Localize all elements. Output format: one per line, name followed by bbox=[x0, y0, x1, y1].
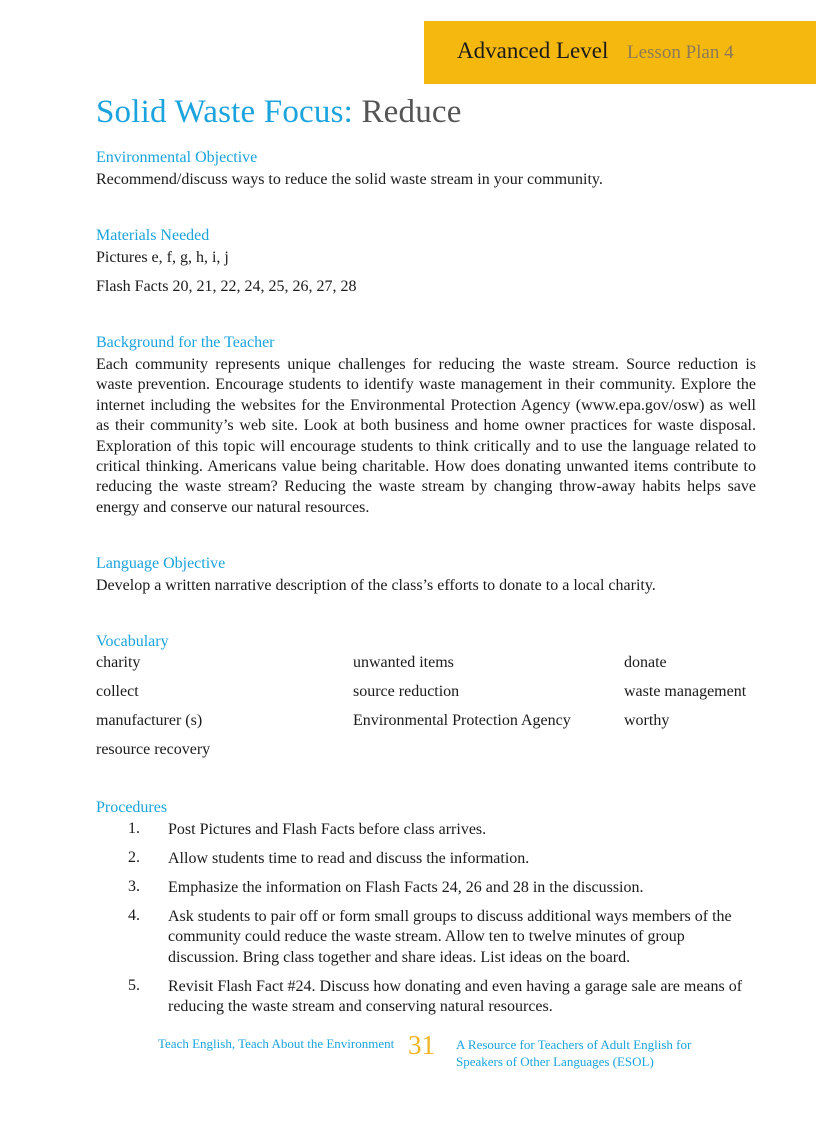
procedure-number: 2. bbox=[128, 849, 140, 866]
procedure-text: Revisit Flash Fact #24. Discuss how donating and even having a garage sale are means of reducing the waste stream and conserving natural resources. bbox=[168, 978, 743, 1016]
materials-line-flash-facts: Flash Facts 20, 21, 22, 24, 25, 26, 27, 28 bbox=[96, 278, 357, 295]
procedure-number: 3. bbox=[128, 878, 140, 895]
vocab-word: manufacturer (s) bbox=[96, 712, 203, 729]
language-objective-heading: Language Objective bbox=[96, 555, 226, 572]
vocabulary-heading: Vocabulary bbox=[96, 633, 169, 650]
page-number: 31 bbox=[408, 1030, 435, 1060]
procedure-number: 1. bbox=[128, 820, 140, 837]
procedure-text: Allow students time to read and discuss the information. bbox=[168, 850, 530, 867]
page-title bbox=[96, 94, 462, 131]
procedure-text: Post Pictures and Flash Facts before class arrives. bbox=[168, 821, 487, 838]
vocab-word: source reduction bbox=[353, 683, 460, 700]
vocab-word: unwanted items bbox=[353, 654, 454, 671]
vocab-word: worthy bbox=[624, 712, 670, 729]
background-text: Each community represents unique challenges for reducing the waste stream. Source reduction is waste prevention. Encourage students to identify waste management in their community. Explore the internet including the websites for the Environmental Protection Agency (www.epa.gov/osw) as well as their community’s web site. Look at both business and home owner practices for waste disposal. Exploration of this topic will encourage students to think critically and to use the language related to critical thinking. Americans value being charitable. How does donating unwanted items contribute to reducing the waste stream? Reducing the waste stream by changing throw-away habits helps save energy and conserve our natural resources. bbox=[96, 356, 756, 516]
environmental-objective-heading: Environmental Objective bbox=[96, 149, 258, 166]
vocab-word: Environmental Protection Agency bbox=[353, 712, 571, 729]
header-level: Advanced Level bbox=[457, 38, 609, 63]
footer-resource-title: A Resource for Teachers of Adult English for Speakers of Other Languages (ESOL) bbox=[456, 1037, 692, 1069]
procedure-number: 4. bbox=[128, 907, 140, 924]
title-sub: Reduce bbox=[361, 94, 462, 130]
footer-series-title: Teach English, Teach About the Environment bbox=[158, 1036, 395, 1051]
vocab-word: charity bbox=[96, 654, 141, 671]
procedure-text: Emphasize the information on Flash Facts 24, 26 and 28 in the discussion. bbox=[168, 879, 644, 896]
language-objective-text: Develop a written narrative description of the class’s efforts to donate to a local charity. bbox=[96, 577, 656, 594]
procedure-number: 5. bbox=[128, 977, 140, 994]
vocab-word: collect bbox=[96, 683, 139, 700]
title-main: Solid Waste Focus: bbox=[96, 94, 354, 130]
materials-line-pictures: Pictures e, f, g, h, i, j bbox=[96, 249, 229, 266]
header-lesson-plan: Lesson Plan 4 bbox=[627, 42, 734, 63]
procedure-text: Ask students to pair off or form small groups to discuss additional ways members of the community could reduce the waste stream. Allow ten to twelve minutes of group discussion. Bring class together and share ideas. List ideas on the board. bbox=[168, 908, 732, 966]
procedures-heading: Procedures bbox=[96, 799, 168, 816]
environmental-objective-text: Recommend/discuss ways to reduce the solid waste stream in your community. bbox=[96, 171, 603, 188]
background-heading: Background for the Teacher bbox=[96, 334, 275, 351]
vocab-word: donate bbox=[624, 654, 667, 671]
vocab-word: waste management bbox=[624, 683, 747, 700]
vocab-word: resource recovery bbox=[96, 741, 211, 758]
materials-heading: Materials Needed bbox=[96, 227, 210, 244]
